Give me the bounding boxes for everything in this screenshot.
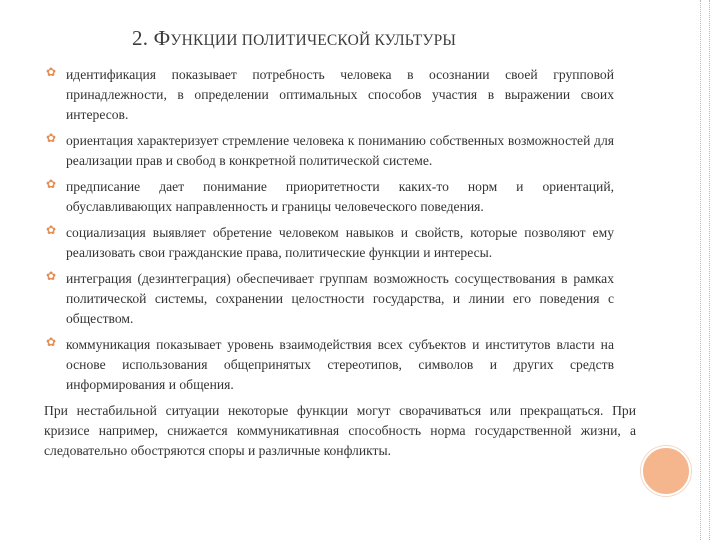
decorative-circle xyxy=(641,446,691,496)
flower-bullet-icon: ✿ xyxy=(46,335,57,349)
flower-bullet-icon: ✿ xyxy=(46,223,57,237)
list-item xyxy=(44,65,614,125)
list-item-text: идентификация показывает потребность человека в осознании своей групповой принадлежности, в определении оптимальных способов участия в выражении своих интересов. xyxy=(66,67,614,122)
decorative-side-rail xyxy=(700,0,710,540)
title-first-letter: Ф xyxy=(153,26,171,50)
flower-bullet-icon: ✿ xyxy=(46,177,57,191)
list-item-text: ориентация характеризует стремление человека к пониманию собственных возможностей для реализации прав и свобод в конкретной политической системе. xyxy=(66,133,614,168)
list-item xyxy=(44,223,614,263)
list-item xyxy=(44,131,614,171)
list-item xyxy=(44,269,614,329)
list-item xyxy=(44,177,614,217)
list-item xyxy=(44,335,614,395)
flower-bullet-icon: ✿ xyxy=(46,269,57,283)
list-item-text: интеграция (дезинтеграция) обеспечивает группам возможность сосуществования в рамках политической системы, сохранении целостности государства, и линии его поведения с обществом. xyxy=(66,271,614,326)
flower-bullet-icon: ✿ xyxy=(46,131,57,145)
list-item-text: предписание дает понимание приоритетности каких-то норм и ориентаций, обуславливающих направленность и границы человеческого поведения. xyxy=(66,179,614,214)
flower-bullet-icon: ✿ xyxy=(46,65,57,79)
slide-title xyxy=(132,26,632,51)
list-item-text: социализация выявляет обретение человеком навыков и свойств, которые позволяют ему реализовать свои гражданские права, политические функции и интересы. xyxy=(66,225,614,260)
conclusion-paragraph: При нестабильной ситуации некоторые функции могут сворачиваться или прекращаться. При кризисе например, снижается коммуникативная способность норма государственной жизни, а следовательно обостряются споры и различные конфликты. xyxy=(44,403,636,458)
bullet-list xyxy=(44,65,636,461)
list-item-text: коммуникация показывает уровень взаимодействия всех субъектов и институтов власти на основе использования общепринятых стереотипов, символов и других средств информирования и общения. xyxy=(66,337,614,392)
title-rest: УНКЦИИ ПОЛИТИЧЕСКОЙ КУЛЬТУРЫ xyxy=(170,32,457,49)
title-number: 2. xyxy=(132,26,149,50)
